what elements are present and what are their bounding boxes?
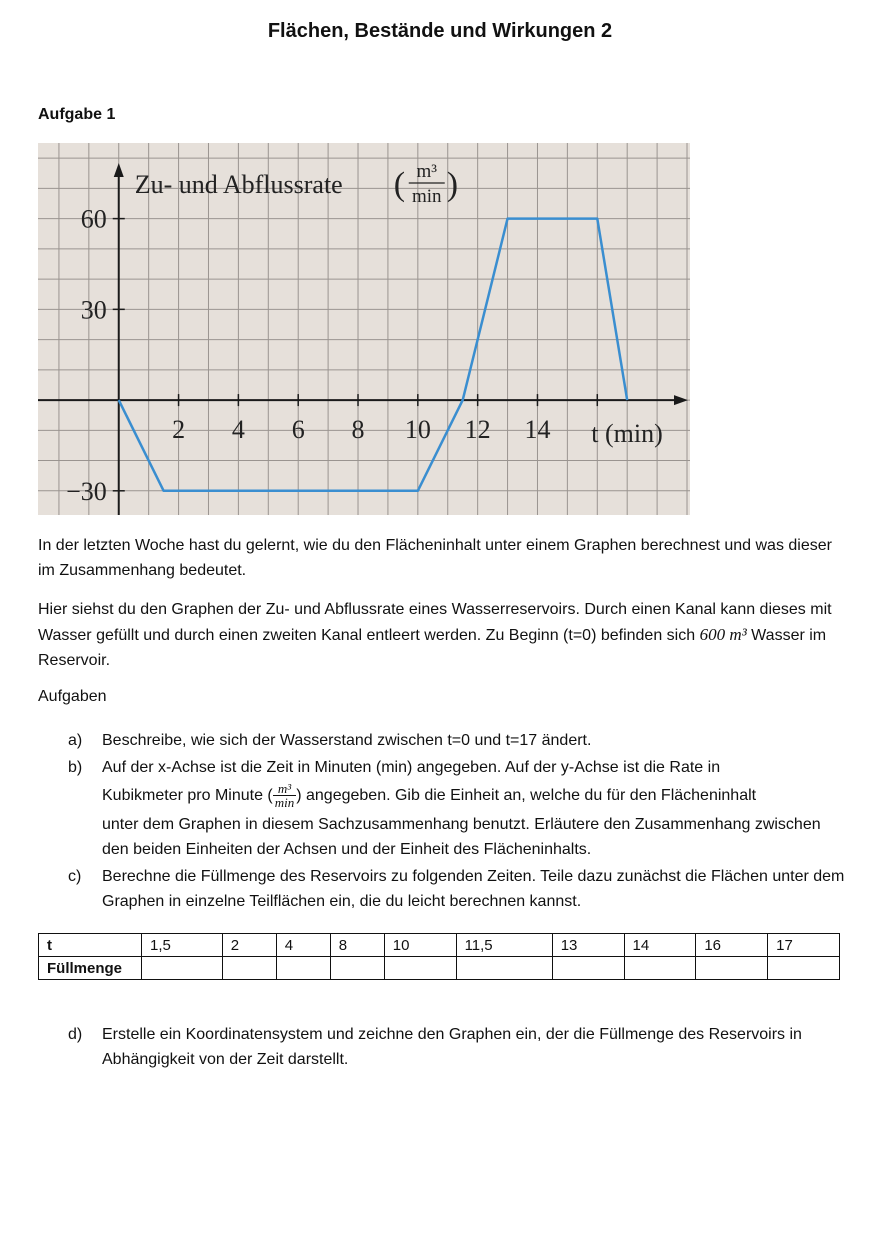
table-time-cell: 13 [552,934,624,957]
x-tick-label: 10 [404,415,431,445]
y-unit-numerator: m³ [416,161,437,182]
table-time-cell: 4 [276,934,330,957]
task-list-2 [60,1022,850,1074]
table-time-cell: 8 [330,934,384,957]
table-head-fill: Füllmenge [39,957,142,980]
table-time-cell: 17 [768,934,840,957]
table-fill-cell[interactable] [696,957,768,980]
x-tick-label: 2 [172,415,186,445]
table-time-cell: 1,5 [142,934,223,957]
task-c-label: c) [68,868,82,885]
x-tick-label: 4 [231,415,245,445]
unit-fraction [273,782,297,809]
intro-paragraph-2 [38,597,848,673]
x-tick-label: 12 [464,415,491,445]
table-fill-cell[interactable] [142,957,223,980]
table-time-cell: 10 [384,934,456,957]
table-time-cell: 14 [624,934,696,957]
task-a-label: a) [68,732,83,749]
task-d-label: d) [68,1026,83,1043]
y-unit-paren-open: ( [393,166,406,203]
intro-text: Hier siehst du den Graphen der Zu- und Abflussrate eines Wasserreservoirs. Durch einen Kanal kann dieses mit Wasser gefüllt und durch einen zweiten Kanal entleert werden. Zu Beginn (t=0) befinden sich [38,601,832,644]
task-b-text-2b: ) angegeben. Gib die Einheit an, welche du für den Flächeninhalt [296,787,757,804]
x-tick-label: 8 [351,415,365,445]
y-unit-denominator: min [411,186,442,207]
unit-fraction-num: m³ [273,782,297,796]
table-row-times [39,934,840,957]
task-list [60,728,850,916]
task-d [60,1022,850,1072]
rate-chart [38,143,690,515]
tasks-heading: Aufgaben [38,688,107,705]
table-head-t: t [39,934,142,957]
task-b [60,755,850,862]
task-b-text-2a: Kubikmeter pro Minute ( [102,787,273,804]
intro-text-end: Wasser im Reservoir. [38,627,827,669]
y-tick-label: 60 [80,204,107,234]
unit-fraction-den: min [274,795,295,811]
task-b-label: b) [68,759,83,776]
table-time-cell: 2 [222,934,276,957]
table-fill-cell[interactable] [768,957,840,980]
table-time-cell: 11,5 [456,934,552,957]
table-fill-cell[interactable] [384,957,456,980]
x-tick-label: 14 [524,415,551,445]
task-b-text-3: unter dem Graphen in diesem Sachzusammenhang benutzt. Erläutere den Zusammenhang zwischen den beiden Einheiten der Achsen und der Einheit des Flächeninhalts. [102,816,821,858]
table-time-cell: 16 [696,934,768,957]
intro-volume: 600 m³ [699,625,747,644]
task-a [60,728,850,753]
task-b-text-1: Auf der x-Achse ist die Zeit in Minuten (min) angegeben. Auf der y-Achse ist die Rate in [102,759,721,776]
page-title: Flächen, Bestände und Wirkungen 2 [267,20,613,42]
table-fill-cell[interactable] [222,957,276,980]
y-tick-label: 30 [80,295,107,325]
y-axis-label: Zu- und Abflussrate [134,170,343,199]
y-tick-label: −30 [66,476,107,506]
task-c-text: Berechne die Füllmenge des Reservoirs zu folgenden Zeiten. Teile dazu zunächst die Flächen unter dem Graphen in einzelne Teilflächen ein, die du leicht berechnen kannst. [102,868,845,910]
intro-paragraph-1: In der letzten Woche hast du gelernt, wie du den Flächeninhalt unter einem Graphen berechnest und was dieser im Zusammenhang bedeutet. [38,537,832,579]
table-row-fill [39,957,840,980]
table-fill-cell[interactable] [552,957,624,980]
rate-chart-svg [38,143,690,515]
table-fill-cell[interactable] [624,957,696,980]
task-b-line-2 [102,780,850,812]
task-c [60,864,850,914]
fill-table [38,933,840,980]
task-a-text: Beschreibe, wie sich der Wasserstand zwischen t=0 und t=17 ändert. [102,732,592,749]
table-fill-cell[interactable] [330,957,384,980]
y-unit-paren-close: ) [446,166,459,203]
table-fill-cell[interactable] [276,957,330,980]
table-fill-cell[interactable] [456,957,552,980]
x-axis-label: t (min) [591,419,663,449]
task-heading: Aufgabe 1 [38,106,116,123]
x-tick-label: 6 [291,415,305,445]
task-d-text: Erstelle ein Koordinatensystem und zeichne den Graphen ein, der die Füllmenge des Reservoirs in Abhängigkeit von der Zeit darstellt. [102,1026,802,1068]
